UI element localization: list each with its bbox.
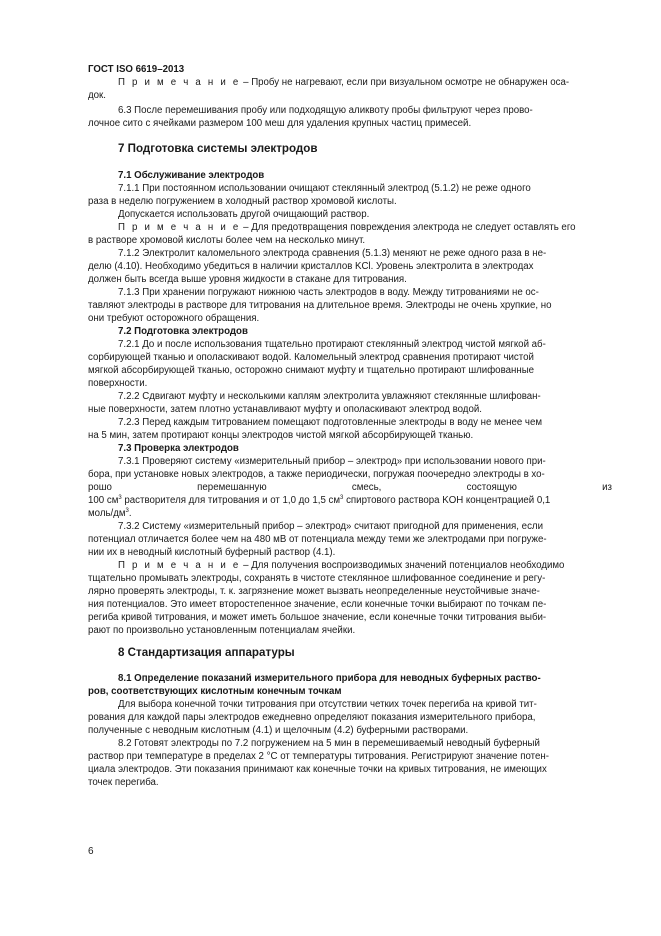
note-text: – Для предотвращения повреждения электрода не следует оставлять его	[240, 222, 576, 233]
superscript: 3	[125, 507, 129, 514]
note-line	[118, 559, 612, 572]
note-label: П р и м е ч а н и е	[118, 222, 241, 233]
text-part: спиртового раствора KOH концентрацией 0,1	[343, 495, 551, 506]
text-line: 7.2.3 Перед каждым титрованием помещают подготовленные электроды в воду не менее чем	[118, 417, 543, 428]
text-part: растворителя для титрования и от 1,0 до 1,5 см	[121, 495, 341, 506]
text-line: 7.3.1 Проверяют систему «измерительный прибор – электрод» при использовании нового при-	[118, 456, 546, 467]
text-line: точек перегиба.	[88, 777, 159, 788]
word: состоящую	[466, 482, 517, 493]
subsection-heading-7-1: 7.1 Обслуживание электродов	[118, 170, 265, 181]
text-line: ные поверхности, затем плотно устанавливают муфту и ополаскивают электрод водой.	[88, 404, 482, 415]
note-line	[118, 76, 612, 89]
section-heading-8: 8 Стандартизация аппаратуры	[118, 646, 295, 659]
subsection-heading-8-1-cont: ров, соответствующих кислотным конечным точкам	[88, 686, 342, 697]
word: перемешанную	[197, 482, 267, 493]
text-line: поверхности.	[88, 378, 148, 389]
text-line: делю (4.10). Необходимо убедиться в наличии кристаллов KCl. Уровень электролита в электродах	[88, 261, 534, 272]
text-line: раствор при температуре в пределах 2 °С от температуры титрования. Регистрируют значение потен-	[88, 751, 549, 762]
text-line: 8.2 Готовят электроды по 7.2 погружением на 5 мин в перемешиваемый неводный буферный	[118, 738, 540, 749]
word: смесь,	[351, 482, 382, 493]
subsection-heading-7-2: 7.2 Подготовка электродов	[118, 326, 248, 337]
text-line: док.	[88, 90, 106, 101]
text-line: на 5 мин, затем протирают концы электродов чистой мягкой абсорбирующей тканью.	[88, 430, 474, 441]
text-line: в растворе хромовой кислоты более чем на несколько минут.	[88, 235, 366, 246]
text-line: раза в неделю погружением в холодный раствор хромовой кислоты.	[88, 196, 397, 207]
text-line: тщательно промывать электроды, сохранять в чистоте стеклянное шлифованное соединение и регу-	[88, 573, 546, 584]
text-line: 7.3.2 Систему «измерительный прибор – электрод» считают пригодной для применения, если	[118, 521, 543, 532]
text-line: тавляют электроды в растворе для титрования на длительное время. Электроды не очень хрупкие, но	[88, 300, 552, 311]
text-line: 7.1.2 Электролит каломельного электрода сравнения (5.1.3) меняют не реже одного раза в не-	[118, 248, 547, 259]
text-line: бора, при установке новых электродов, а также периодически, погружая поочередно электроды в хо-	[88, 469, 545, 480]
text-line: лочное сито с ячейками размером 100 меш для удаления крупных частиц примесей.	[88, 118, 472, 129]
word: рошо	[88, 482, 112, 493]
text-part: 100 см	[88, 495, 119, 506]
text-line: мягкой абсорбирующей тканью, осторожно снимают муфту и тщательно протирают шлифованные	[88, 365, 535, 376]
text-line: 7.2.2 Сдвигают муфту и несколькими каплям электролита увлажняют стеклянные шлифован-	[118, 391, 541, 402]
page-number: 6	[88, 846, 94, 857]
note-label: П р и м е ч а н и е	[118, 77, 241, 88]
text-line: 6.3 После перемешивания пробу или подходящую аликвоту пробы фильтруют через прово-	[118, 105, 533, 116]
word: из	[602, 482, 612, 493]
text-line: должен быть всегда выше уровня жидкости в стакане для титрования.	[88, 274, 407, 285]
text-line: потенциал отличается более чем на 480 мВ от потенциала между теми же электродами при погруже-	[88, 534, 547, 545]
text-line: рования для каждой пары электродов ежедневно определяют показания измерительного прибора,	[88, 712, 536, 723]
text-part: .	[128, 508, 132, 519]
text-line: 7.2.1 До и после использования тщательно протирают стеклянный электрод чистой мягкой аб-	[118, 339, 546, 350]
justified-line	[88, 481, 612, 494]
text-line: лярно проверять электроды, т. к. загрязнение может вызвать неопределенные неустойчивые значе-	[88, 586, 540, 597]
text-line: они требуют осторожного обращения.	[88, 313, 260, 324]
text-part: моль/дм	[88, 508, 126, 519]
text-line: нии их в неводный кислотный буферный раствор (4.1).	[88, 547, 336, 558]
document-code: ГОСТ ISO 6619–2013	[88, 64, 185, 75]
subsection-heading-8-1: 8.1 Определение показаний измерительного прибора для неводных буферных раство-	[118, 673, 541, 684]
text-line: Для выбора конечной точки титрования при отсутствии четких точек перегиба на кривой тит-	[118, 699, 537, 710]
text-line: полученные с неводным кислотным (4.1) и щелочным (4.2) буферными растворами.	[88, 725, 469, 736]
note-line	[118, 221, 612, 234]
text-line: ния потенциалов. Это имеет второстепенное значение, если конечные точки выбирают по точкам пе-	[88, 599, 547, 610]
superscript: 3	[340, 494, 344, 501]
note-text: – Для получения воспроизводимых значений потенциалов необходимо	[240, 560, 565, 571]
section-heading-7: 7 Подготовка системы электродов	[118, 142, 318, 155]
text-line: 7.1.3 При хранении погружают нижнюю часть электродов в воду. Между титрованиями не ос-	[118, 287, 539, 298]
note-text: – Пробу не нагревают, если при визуальном осмотре не обнаружен оса-	[240, 77, 570, 88]
note-label: П р и м е ч а н и е	[118, 560, 241, 571]
text-line: сорбирующей тканью и ополаскивают водой. Каломельный электрод сравнения протирают чистой	[88, 352, 534, 363]
text-line: Допускается использовать другой очищающий раствор.	[118, 209, 370, 220]
text-line: 7.1.1 При постоянном использовании очищают стеклянный электрод (5.1.2) не реже одного	[118, 183, 531, 194]
superscript: 3	[118, 494, 122, 501]
text-line	[88, 494, 612, 507]
subsection-heading-7-3: 7.3 Проверка электродов	[118, 443, 239, 454]
text-line: рают по произвольно установленным потенциалам ячейки.	[88, 625, 356, 636]
text-line: циала электродов. Эти показания принимают как конечные точки на кривых титрования, не имеющих	[88, 764, 547, 775]
text-line	[88, 507, 612, 520]
text-line: региба кривой титрования, и может иметь большое значение, если конечные точки титрования выби-	[88, 612, 547, 623]
